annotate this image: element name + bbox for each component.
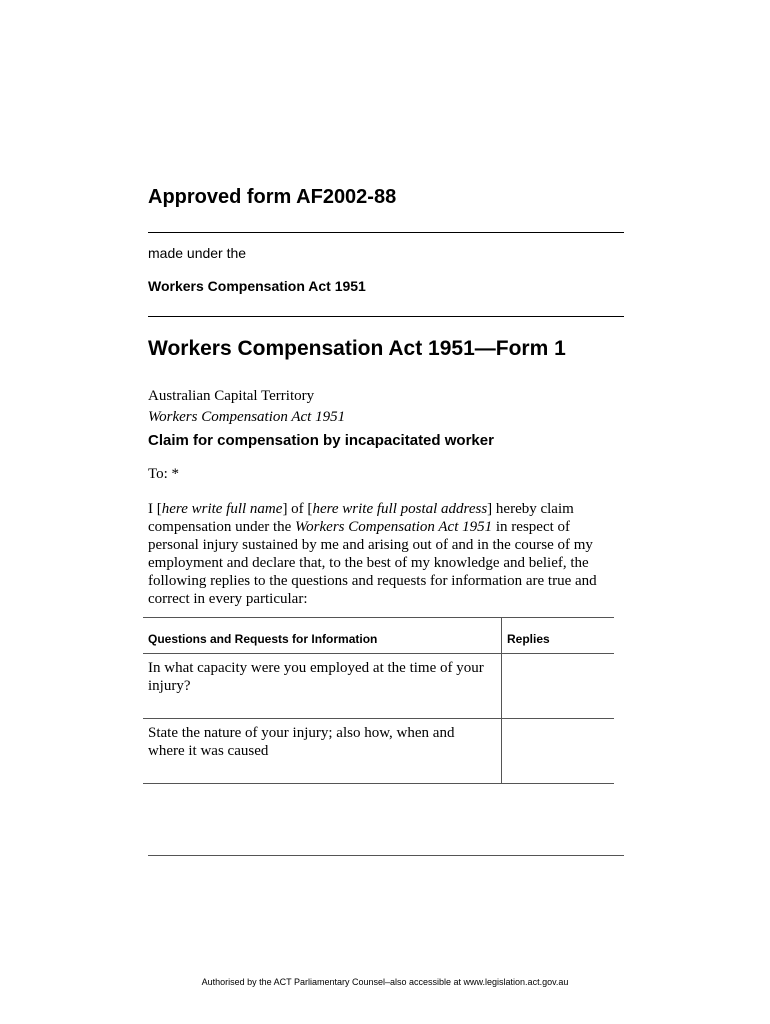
header-divider-top [148,232,624,233]
territory-label: Australian Capital Territory [148,388,315,404]
declaration-text: ] of [ [282,501,313,517]
footer-divider [148,855,624,856]
footer-authorisation-text: Authorised by the ACT Parliamentary Counsel–also accessible at www.legislation.act.gov.au [201,977,569,987]
table-row [148,659,498,695]
form-title: Approved form AF2002-88 [148,186,397,208]
full-name-placeholder: here write full name [161,501,283,517]
question-text: injury? [148,678,191,694]
act-reference: Workers Compensation Act 1951 [295,519,493,535]
table-top-border [143,617,614,618]
form-main-heading: Workers Compensation Act 1951—Form 1 [148,337,566,360]
table-column-divider [501,617,502,783]
declaration-line-1 [148,500,624,518]
declaration-line-5: following replies to the questions and requests for information are true and [148,573,597,589]
to-line: To: * [148,466,180,482]
made-under-label: made under the [148,245,247,261]
declaration-line-4: employment and declare that, to the best of my knowledge and belief, the [148,555,589,571]
postal-address-placeholder: here write full postal address [312,501,488,517]
declaration-text: compensation under the [148,519,296,535]
declaration-line-2 [148,518,624,536]
act-name: Workers Compensation Act 1951 [148,278,366,294]
declaration-text: in respect of [492,519,571,535]
question-text: State the nature of your injury; also how, when and [148,725,455,741]
table-row-border [143,718,614,719]
reply-cell[interactable] [507,659,607,709]
reply-cell[interactable] [507,724,607,774]
header-divider-bottom [148,316,624,317]
declaration-line-3: personal injury sustained by me and arising out of and in the course of my [148,537,593,553]
questions-column-header: Questions and Requests for Information [148,632,378,646]
declaration-text: I [ [148,501,162,517]
table-bottom-border [143,783,614,784]
declaration-paragraph [148,500,624,608]
question-text: where it was caused [148,743,269,759]
claim-heading: Claim for compensation by incapacitated worker [148,432,494,449]
questions-table [143,617,614,783]
act-italic-title: Workers Compensation Act 1951 [148,409,346,425]
replies-column-header: Replies [507,632,550,646]
table-header-border [143,653,614,654]
declaration-line-6: correct in every particular: [148,591,308,607]
declaration-text: ] hereby claim [487,501,574,517]
question-text: In what capacity were you employed at the time of your [148,660,484,676]
table-row [148,724,498,760]
